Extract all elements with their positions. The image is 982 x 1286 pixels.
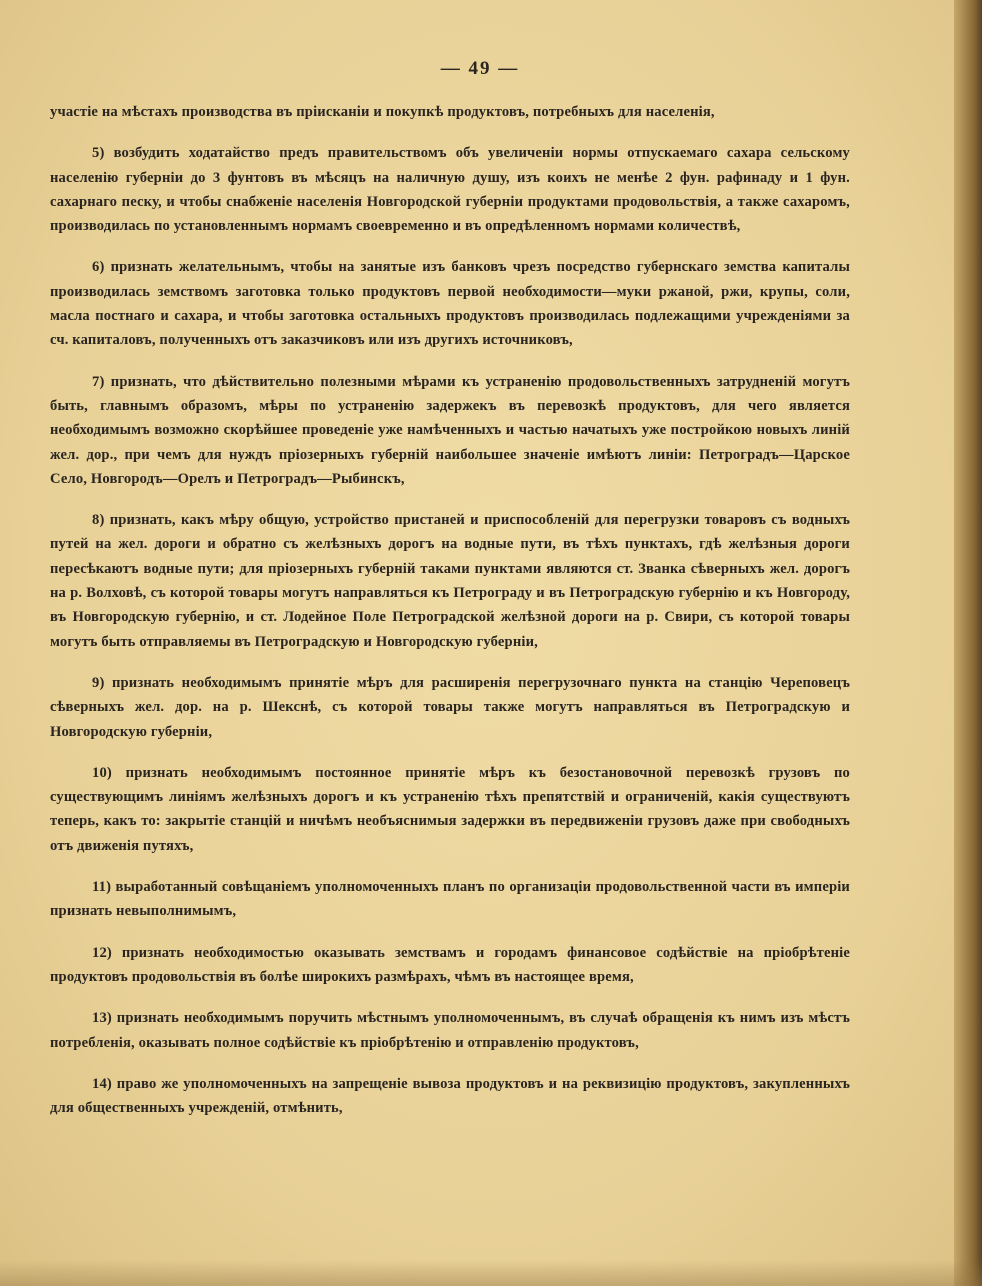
paragraph-item-10: 10) признать необходимымъ постоянное принятіе мѣръ къ безостановочной перевозкѣ грузовъ по существующимъ линіямъ желѣзныхъ дорогъ и къ устраненію тѣхъ препятствій и ограниченій, какія существуютъ теперь, какъ то: закрытіе станцій и ничѣмъ необъяснимыя задержки въ передвиженіи грузовъ даже при свободныхъ отъ движенія путяхъ, <box>50 764 850 854</box>
paragraph-item-7: 7) признать, что дѣйствительно полезными мѣрами къ устраненію продовольственныхъ затрудненій могутъ быть, главнымъ образомъ, мѣры по устраненію задержекъ въ перевозкѣ продуктовъ, для чего является необходимымъ возможно скорѣйшее проведеніе уже намѣченныхъ и частью начатыхъ уже постройкою новыхъ линій жел. дор., при чемъ для нуждъ пріозерныхъ губерній наибольшее значеніе имѣютъ линіи: Петроградъ—Царское Село, Новгородъ—Орелъ и Петроградъ—Рыбинскъ, <box>50 373 850 487</box>
paragraph-item-12: 12) признать необходимостью оказывать земствамъ и городамъ финансовое содѣйствіе на пріобрѣтеніе продуктовъ продовольствія въ болѣе широкихъ размѣрахъ, чѣмъ въ настоящее время, <box>50 944 850 985</box>
page-edge-shadow <box>954 0 982 1286</box>
paragraph-item-11: 11) выработанный совѣщаніемъ уполномоченныхъ планъ по организаціи продовольственной части въ имперіи признать невыполнимымъ, <box>50 879 850 920</box>
paragraph-item-8: 8) признать, какъ мѣру общую, устройство пристаней и приспособленій для перегрузки товаровъ съ водныхъ путей на жел. дороги и обратно съ желѣзныхъ дорогъ на водные пути, въ тѣхъ пунктахъ, гдѣ желѣзныя дороги пересѣкаютъ водные пути; для пріозерныхъ губерній таками пунктами являются ст. Званка сѣверныхъ жел. дорогъ на р. Волховѣ, съ которой товары могутъ направляться къ Петрограду и въ Петроградскую губернію и къ Новгороду, въ Новгородскую губернію, и ст. Лодейное Поле Петроградской желѣзной дороги на р. Свири, съ которой товары могутъ быть отправляемы въ Петроградскую и Новгородскую губерніи, <box>50 512 850 650</box>
page-number: — 49 — <box>440 58 520 79</box>
paragraph-item-9: 9) признать необходимымъ принятіе мѣръ для расширенія перегрузочнаго пункта на станцію Череповецъ сѣверныхъ жел. дор. на р. Шекснѣ, съ которой товары также могутъ направляться въ Петроградскую и Новгородскую губерніи, <box>50 674 850 740</box>
paragraph-continuation: участіе на мѣстахъ производства въ прiисканiи и покупкѣ продуктовъ, потребныхъ для населенія, <box>50 104 715 120</box>
paragraph-item-5: 5) возбудить ходатайство предъ правительствомъ объ увеличеніи нормы отпускаемаго сахара сельскому населенію губерніи до 3 фунтовъ въ мѣсяцъ на наличную душу, изъ коихъ не менѣе 2 фун. рафинаду и 1 фун. сахарнаго песку, и чтобы снабженіе населенія Новгородской губерніи продуктами продовольствія, а также сахаромъ, производилась по установленнымъ нормамъ своевременно и въ опредѣленномъ нормами количествѣ, <box>50 145 850 235</box>
paragraph-item-14: 14) право же уполномоченныхъ на запрещеніе вывоза продуктовъ и на реквизицію продуктовъ, закупленныхъ для общественныхъ учрежденій, отмѣнить, <box>50 1075 850 1117</box>
paragraph-item-6: 6) признать желательнымъ, чтобы на занятые изъ банковъ чрезъ посредство губернскаго земства капиталы производилась земствомъ заготовка только продуктовъ первой необходимости—муки ржаной, ржи, крупы, соли, масла постнаго и сахара, и чтобы заготовка остальныхъ продуктовъ производилась подлежащими учрежденіями за сч. капиталовъ, полученныхъ отъ заказчиковъ или изъ другихъ источниковъ, <box>50 259 850 349</box>
page-bottom-shadow <box>0 1260 982 1286</box>
paragraph-item-13: 13) признать необходимымъ поручить мѣстнымъ уполномоченнымъ, въ случаѣ обращенія къ нимъ изъ мѣстъ потребленія, оказывать полное содѣйствіе къ пріобрѣтенію и отправленію продуктовъ, <box>50 1010 850 1051</box>
